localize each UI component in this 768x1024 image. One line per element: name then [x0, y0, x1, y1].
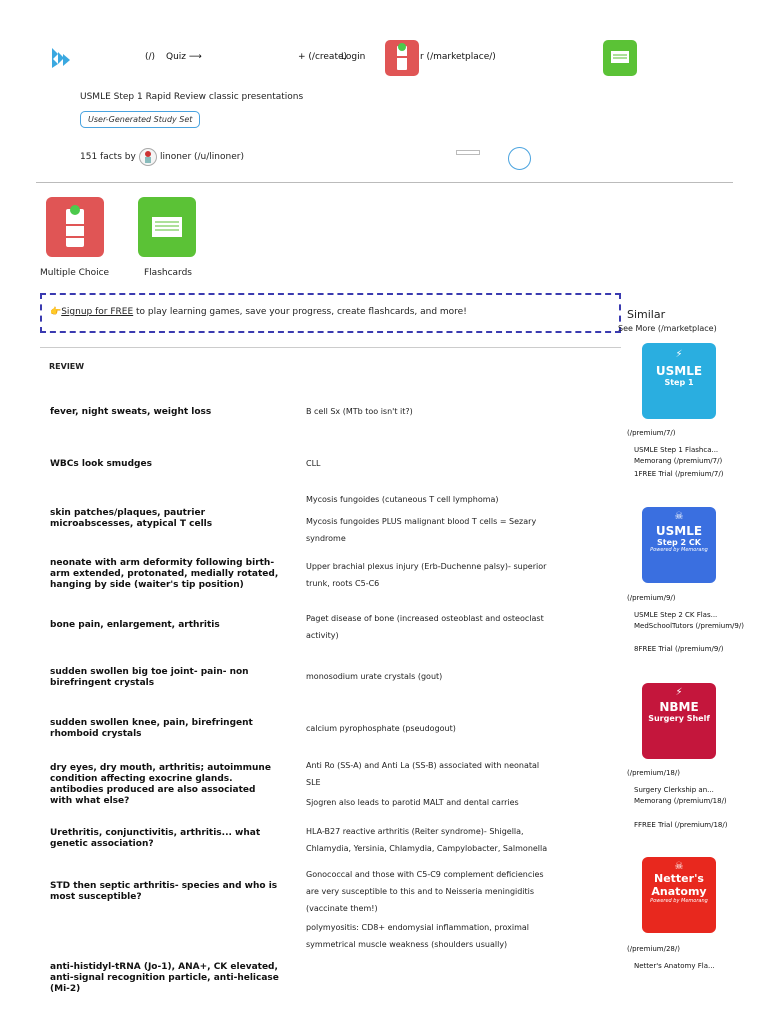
term-cell: bone pain, enlargement, arthritis: [50, 620, 220, 630]
premium-link[interactable]: (/premium/9/): [627, 594, 676, 602]
signup-text: to play learning games, save your progress, create flashcards, and more!: [133, 307, 467, 317]
lightning-icon: ⚡: [675, 687, 683, 698]
multiple-choice-label[interactable]: Multiple Choice: [40, 268, 110, 278]
premium-author[interactable]: Memorang (/premium/18/): [634, 797, 727, 805]
login-link[interactable]: Login: [341, 52, 366, 62]
definition-cell: HLA-B27 reactive arthritis (Reiter syndrome)- Shigella, Chlamydia, Yersinia, Chlamydia, Campylobacter, Salmonella: [306, 827, 548, 853]
section-heading: REVIEW: [49, 362, 85, 371]
term-cell: fever, night sweats, weight loss: [50, 407, 212, 417]
skull-icon: ☠: [674, 511, 684, 522]
term-cell: sudden swollen knee, pain, birefringent rhomboid crystals: [50, 718, 253, 739]
term-cell: WBCs look smudges: [50, 459, 152, 469]
definition-cell: Upper brachial plexus injury (Erb-Duchenne palsy)- superior trunk, roots C5-C6: [306, 562, 547, 588]
term-cell: Urethritis, conjunctivitis, arthritis... what genetic association?: [50, 828, 261, 849]
similar-heading: Similar: [627, 308, 666, 321]
premium-title[interactable]: Surgery Clerkship an...: [634, 786, 714, 794]
definition-cell: Mycosis fungoides PLUS malignant blood T cells = Sezary syndrome: [306, 517, 537, 543]
signup-link[interactable]: Signup for FREE: [61, 307, 134, 317]
definition-cell: monosodium urate crystals (gout): [306, 672, 443, 681]
premium-card-usmle-step2[interactable]: ☠ USMLE Step 2 CK Powered by Memorang: [642, 507, 716, 583]
premium-title[interactable]: USMLE Step 2 CK Flas...: [634, 611, 718, 619]
definition-cell: Anti Ro (SS-A) and Anti La (SS-B) associated with neonatal SLE: [306, 761, 540, 787]
term-cell: neonate with arm deformity following birth- arm extended, protonated, medially rotated, hanging by side (waiter's tip position): [50, 558, 279, 590]
premium-title[interactable]: Netter's Anatomy Fla...: [634, 962, 715, 970]
divider: [36, 182, 733, 183]
facts-count: 151 facts by: [80, 152, 136, 162]
pointing-hand-icon: 👉: [50, 307, 62, 317]
skull-icon: ☠: [674, 861, 684, 872]
premium-card-usmle-step1[interactable]: ⚡ USMLE Step 1: [642, 343, 716, 419]
definition-cell: polymyositis: CD8+ endomysial inflammation, proximal symmetrical muscle weakness (shoulders usually): [306, 923, 529, 949]
premium-link[interactable]: (/premium/18/): [627, 769, 680, 777]
definition-cell: Paget disease of bone (increased osteoblast and osteoclast activity): [306, 614, 544, 640]
multiple-choice-nav-icon[interactable]: [385, 40, 419, 76]
definition-cell: B cell Sx (MTb too isn't it?): [306, 407, 413, 416]
premium-trial[interactable]: FFREE Trial (/premium/18/): [634, 821, 728, 829]
definition-cell: Sjogren also leads to parotid MALT and dental carries: [306, 798, 519, 807]
premium-card-netters-anatomy[interactable]: ☠ Netter's Anatomy Powered by Memorang: [642, 857, 716, 933]
term-cell: anti-histidyl-tRNA (Jo-1), ANA+, CK elevated, anti-signal recognition particle, anti-helicase (Mi-2): [50, 962, 279, 994]
options-circle-button[interactable]: [508, 147, 531, 170]
premium-card-nbme-surgery[interactable]: ⚡ NBME Surgery Shelf: [642, 683, 716, 759]
premium-link[interactable]: (/premium/7/): [627, 429, 676, 437]
signup-banner: [40, 293, 621, 333]
term-cell: skin patches/plaques, pautrier microabscesses, atypical T cells: [50, 508, 213, 529]
premium-trial[interactable]: 1FREE Trial (/premium/7/): [634, 470, 724, 478]
flashcards-game-icon[interactable]: [138, 197, 196, 257]
multiple-choice-game-icon[interactable]: [46, 197, 104, 257]
author-link[interactable]: linoner (/u/linoner): [160, 152, 244, 162]
progress-bar: [456, 150, 480, 155]
quiz-link[interactable]: Quiz ⟶: [166, 52, 202, 62]
flashcards-label[interactable]: Flashcards: [144, 268, 192, 278]
flashcards-nav-icon[interactable]: [603, 40, 637, 76]
site-logo-icon[interactable]: [50, 46, 72, 70]
premium-title[interactable]: USMLE Step 1 Flashca...: [634, 446, 719, 454]
home-link[interactable]: (/): [145, 52, 156, 62]
term-cell: dry eyes, dry mouth, arthritis; autoimmune condition affecting exocrine glands. antibodies produced are also associated with what else?: [50, 763, 271, 806]
term-cell: sudden swollen big toe joint- pain- non birefringent crystals: [50, 667, 249, 688]
definition-cell: CLL: [306, 459, 321, 468]
marketplace-link[interactable]: r (/marketplace/): [420, 52, 496, 62]
premium-author[interactable]: MedSchoolTutors (/premium/9/): [634, 622, 744, 630]
study-set-tag: User-Generated Study Set: [80, 111, 200, 128]
term-cell: STD then septic arthritis- species and who is most susceptible?: [50, 881, 278, 902]
lightning-icon: ⚡: [675, 349, 683, 360]
premium-link[interactable]: (/premium/28/): [627, 945, 680, 953]
premium-trial[interactable]: 8FREE Trial (/premium/9/): [634, 645, 724, 653]
definition-cell: calcium pyrophosphate (pseudogout): [306, 724, 456, 733]
avatar[interactable]: [139, 148, 157, 166]
definition-cell: Mycosis fungoides (cutaneous T cell lymphoma): [306, 495, 499, 504]
create-link[interactable]: + (/create): [298, 52, 348, 62]
table-divider: [40, 347, 621, 348]
page-title: USMLE Step 1 Rapid Review classic presentations: [80, 92, 304, 102]
premium-author[interactable]: Memorang (/premium/7/): [634, 457, 723, 465]
see-more-link[interactable]: See More (/marketplace): [618, 324, 717, 333]
definition-cell: Gonococcal and those with C5-C9 complement deficiencies are very susceptible to this and to Neisseria meningiditis (vaccinate them!): [306, 870, 544, 913]
